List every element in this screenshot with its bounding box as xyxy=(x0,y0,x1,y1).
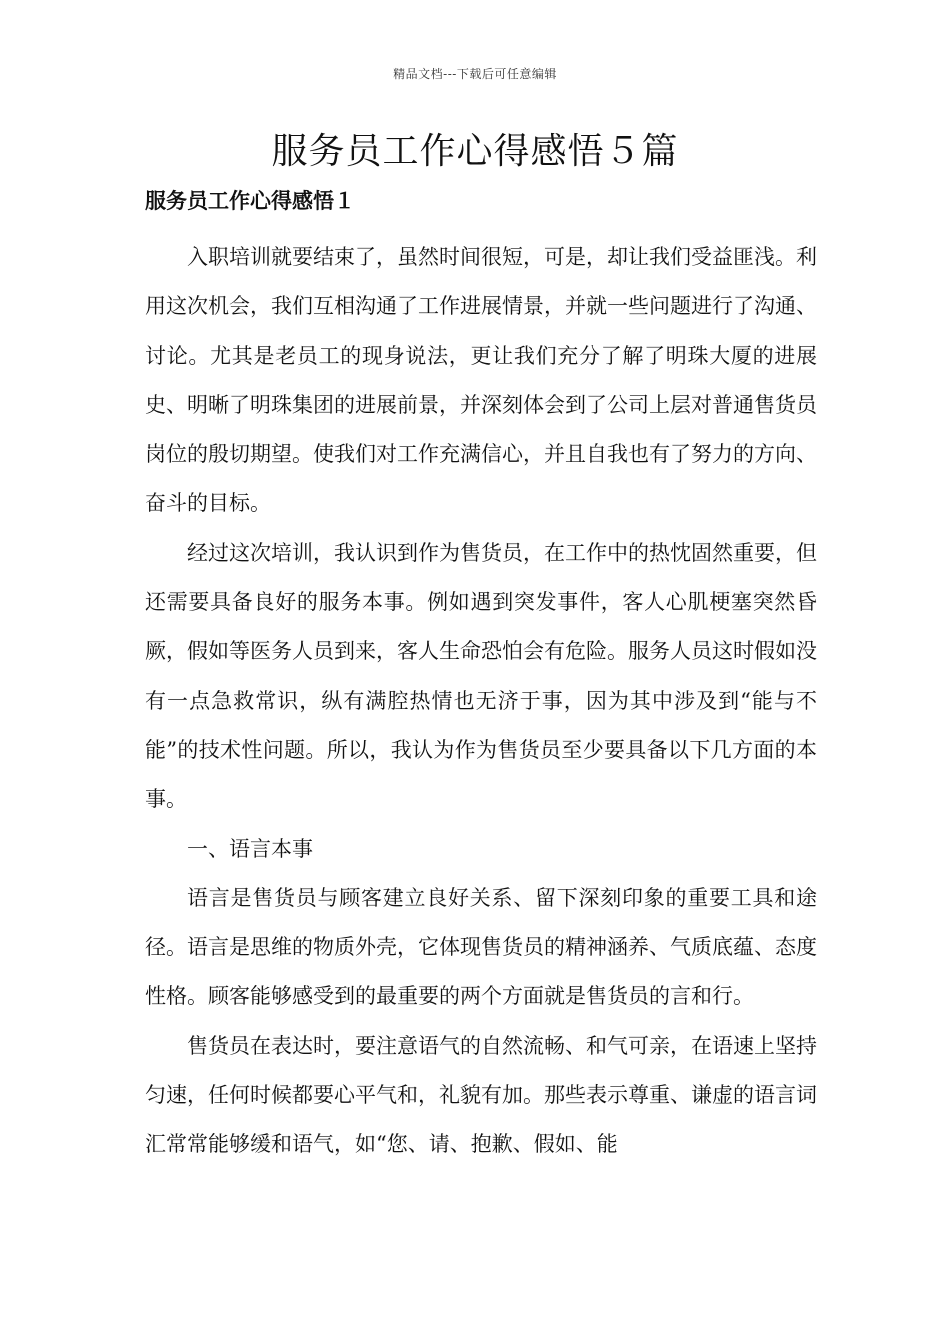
paragraph: 经过这次培训，我认识到作为售货员，在工作中的热忱固然重要，但还需要具备良好的服务本事。例如遇到突发事件，客人心肌梗塞突然昏厥，假如等医务人员到来，客人生命恐怕会有危险。服务人员这时假如没有一点急救常识，纵有满腔热情也无济于事，因为其中涉及到“能与不能”的技术性问题。所以，我认为作为售货员至少要具备以下几方面的本事。 xyxy=(145,540,817,812)
document-body xyxy=(145,233,817,1170)
document-title: 服务员工作心得感悟５篇 xyxy=(271,131,679,172)
section-heading: 服务员工作心得感悟１ xyxy=(145,188,355,213)
paragraph: 语言是售货员与顾客建立良好关系、留下深刻印象的重要工具和途径。语言是思维的物质外壳，它体现售货员的精神涵养、气质底蕴、态度性格。顾客能够感受到的最重要的两个方面就是售货员的言和行。 xyxy=(145,885,817,1009)
sub-heading: 一、语言本事 xyxy=(187,836,313,861)
header-note: 精品文档---下载后可任意编辑 xyxy=(393,67,557,81)
paragraph: 售货员在表达时，要注意语气的自然流畅、和气可亲，在语速上坚持匀速，任何时候都要心平气和，礼貌有加。那些表示尊重、谦虚的语言词汇常常能够缓和语气，如“您、请、抱歉、假如、能 xyxy=(145,1033,817,1157)
paragraph: 入职培训就要结束了，虽然时间很短，可是，却让我们受益匪浅。利用这次机会，我们互相沟通了工作进展情景，并就一些问题进行了沟通、讨论。尤其是老员工的现身说法，更让我们充分了解了明珠大厦的进展史、明晰了明珠集团的进展前景，并深刻体会到了公司上层对普通售货员岗位的殷切期望。使我们对工作充满信心，并且自我也有了努力的方向、奋斗的目标。 xyxy=(145,245,817,516)
